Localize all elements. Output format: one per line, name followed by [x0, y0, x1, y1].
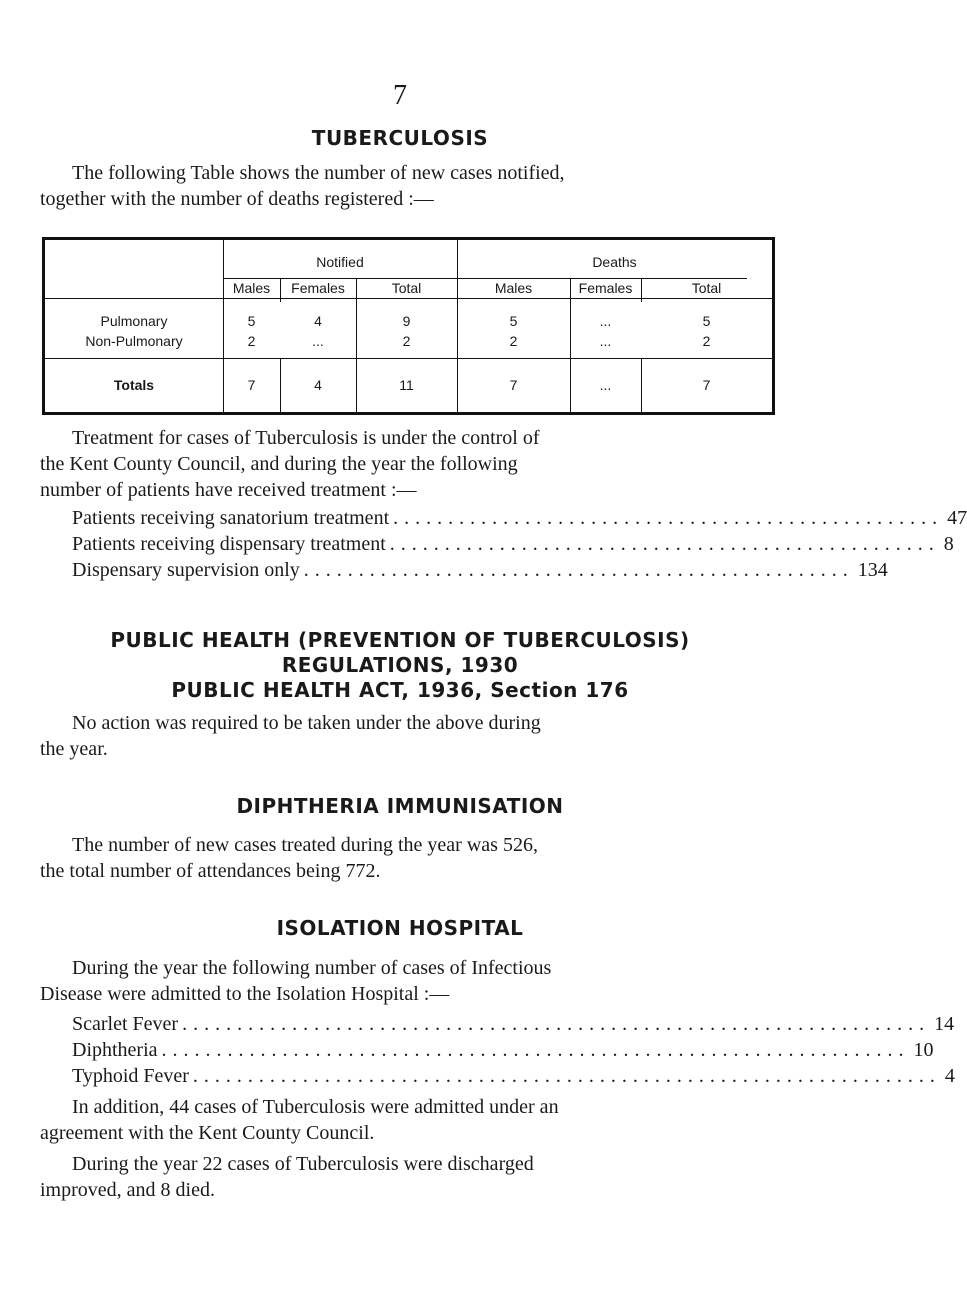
total-value: 4	[314, 377, 322, 393]
header-deaths-total: Total	[691, 280, 722, 296]
total-value: 7	[247, 377, 256, 393]
regulations-line-2: the year.	[40, 738, 108, 760]
isolation-paragraph	[40, 955, 765, 1007]
isolation-line-2: Disease were admitted to the Isolation Hospital :—	[40, 983, 450, 1005]
item-value: 47	[947, 507, 967, 529]
totals-label: Totals	[113, 377, 155, 393]
total-value: 7	[702, 377, 711, 393]
list-item: Dispensary supervision only .................................................. 134	[72, 559, 888, 581]
cell-value: 2	[402, 333, 411, 349]
list-item: Typhoid Fever .................................................................... 4	[72, 1065, 955, 1087]
item-label: Scarlet Fever	[72, 1013, 179, 1035]
list-item: Scarlet Fever .................................................................... 14	[72, 1013, 955, 1035]
diphtheria-line-2: the total number of attendances being 772.	[40, 860, 381, 882]
cell-value: 2	[247, 333, 256, 349]
row-label: Pulmonary	[100, 313, 168, 329]
item-value: 8	[943, 533, 954, 555]
diphtheria-heading: DIPHTHERIA IMMUNISATION	[236, 794, 564, 818]
cell-value: 2	[509, 333, 518, 349]
cell-value: 5	[509, 313, 518, 329]
isolation-line-1: During the year the following number of cases of Infectious	[72, 957, 552, 979]
list-item: Patients receiving dispensary treatment .................................................. 8	[72, 533, 954, 555]
treatment-paragraph	[40, 425, 765, 503]
header-notified-total: Total	[391, 280, 422, 296]
list-item: Patients receiving sanatorium treatment .................................................. 47	[72, 507, 967, 529]
item-value: 10	[913, 1039, 934, 1061]
item-value: 134	[857, 559, 888, 581]
tuberculosis-table	[42, 237, 775, 415]
total-value: 11	[399, 377, 414, 393]
treatment-line-1: Treatment for cases of Tuberculosis is under the control of	[72, 427, 540, 449]
item-value: 14	[934, 1013, 955, 1035]
item-value: 4	[944, 1065, 955, 1087]
list-item: Diphtheria .................................................................... 10	[72, 1039, 934, 1061]
regulations-heading-1: PUBLIC HEALTH (PREVENTION OF TUBERCULOSIS)	[110, 628, 690, 652]
addition-line-1: In addition, 44 cases of Tuberculosis were admitted under an	[72, 1096, 559, 1118]
header-deaths-males: Males	[494, 280, 533, 296]
discharge-paragraph	[40, 1151, 765, 1203]
item-label: Diphtheria	[72, 1039, 158, 1061]
header-deaths: Deaths	[592, 254, 637, 270]
item-label: Dispensary supervision only	[72, 559, 300, 581]
isolation-heading: ISOLATION HOSPITAL	[276, 916, 524, 940]
cell-value: ...	[599, 333, 612, 349]
header-deaths-females: Females	[578, 280, 633, 296]
discharge-line-1: During the year 22 cases of Tuberculosis were discharged	[72, 1153, 534, 1175]
cell-value: 4	[314, 313, 322, 329]
addition-paragraph	[40, 1094, 765, 1146]
treatment-list	[72, 505, 967, 583]
cell-value: ...	[599, 313, 612, 329]
regulations-line-1: No action was required to be taken under the above during	[72, 712, 541, 734]
tuberculosis-heading: TUBERCULOSIS	[311, 126, 489, 150]
row-label: Non-Pulmonary	[85, 333, 183, 349]
treatment-line-3: number of patients have received treatment :—	[40, 479, 417, 501]
discharge-line-2: improved, and 8 died.	[40, 1179, 215, 1201]
item-label: Typhoid Fever	[72, 1065, 189, 1087]
cell-value: 9	[402, 313, 411, 329]
cell-value: ...	[312, 333, 324, 349]
header-notified: Notified	[316, 254, 364, 270]
regulations-heading-3: PUBLIC HEALTH ACT, 1936, Section 176	[171, 678, 629, 702]
diphtheria-paragraph	[40, 832, 765, 884]
regulations-heading-2: REGULATIONS, 1930	[281, 653, 519, 677]
isolation-list	[72, 1011, 955, 1089]
diphtheria-line-1: The number of new cases treated during the year was 526,	[72, 834, 538, 856]
item-label: Patients receiving dispensary treatment	[72, 533, 386, 555]
header-notified-males: Males	[232, 280, 271, 296]
addition-line-2: agreement with the Kent County Council.	[40, 1122, 375, 1144]
total-value: ...	[599, 377, 612, 393]
total-value: 7	[509, 377, 518, 393]
tuberculosis-intro	[40, 160, 765, 212]
intro-line-1: The following Table shows the number of new cases notified,	[72, 162, 565, 184]
cell-value: 5	[247, 313, 256, 329]
regulations-paragraph	[40, 710, 765, 762]
treatment-line-2: the Kent County Council, and during the year the following	[40, 453, 518, 475]
item-label: Patients receiving sanatorium treatment	[72, 507, 390, 529]
intro-line-2: together with the number of deaths registered :—	[40, 188, 434, 210]
header-notified-females: Females	[291, 280, 345, 296]
cell-value: 2	[702, 333, 711, 349]
page-number: 7	[393, 80, 407, 111]
cell-value: 5	[702, 313, 711, 329]
